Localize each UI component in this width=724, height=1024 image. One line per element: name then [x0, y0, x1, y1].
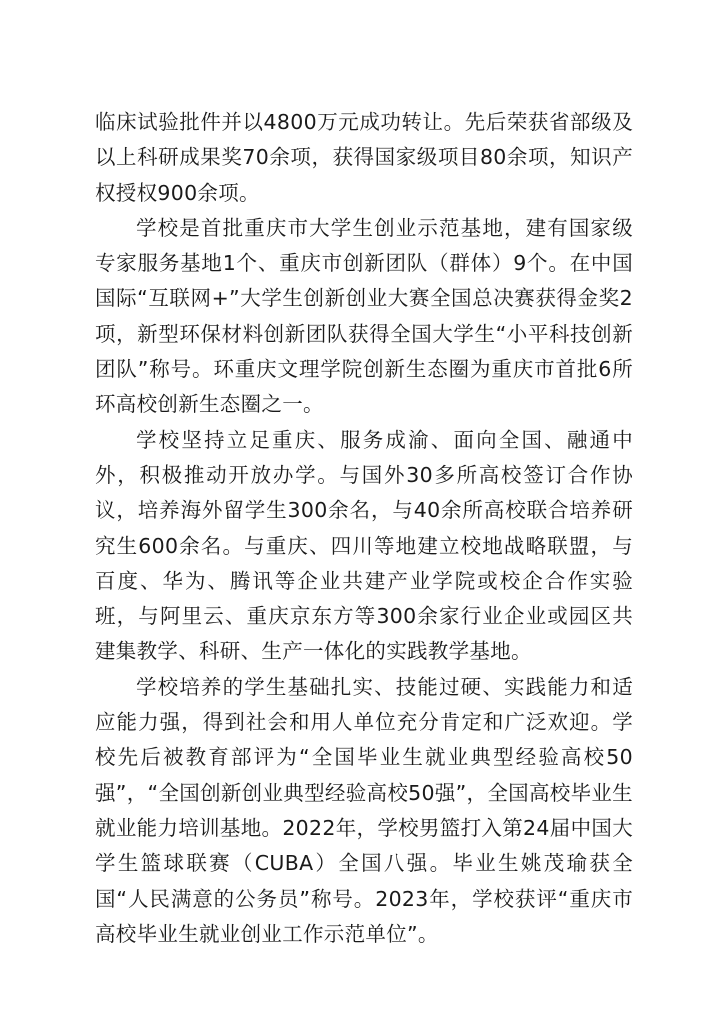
paragraph-student-employment: 学校培养的学生基础扎实、技能过硬、实践能力和适应能力强，得到社会和用人单位充分肯定和广泛欢迎。学校先后被教育部评为“全国毕业生就业典型经验高校50强”，“全国创新创业典型经验高校50强”，全国高校毕业生就业能力培训基地。2022年，学校男篮打入第24届中国大学生篮球联赛（CUBA）全国八强。毕业生姚茂瑜获全国“人民满意的公务员”称号。2023年，学校获评“重庆市高校毕业生就业创业工作示范单位”。	[95, 674, 633, 946]
document-page	[95, 105, 633, 952]
paragraph-innovation-base: 学校是首批重庆市大学生创业示范基地，建有国家级专家服务基地1个、重庆市创新团队（群体）9个。在中国国际“互联网+”大学生创新创业大赛全国总决赛获得金奖2项，新型环保材料创新团队获得全国大学生“小平科技创新团队”称号。环重庆文理学院创新生态圈为重庆市首批6所环高校创新生态圈之一。	[95, 215, 633, 417]
paragraph-research-achievements: 临床试验批件并以4800万元成功转让。先后荣获省部级及以上科研成果奖70余项，获得国家级项目80余项，知识产权授权900余项。	[95, 110, 633, 205]
paragraph-open-cooperation: 学校坚持立足重庆、服务成渝、面向全国、融通中外，积极推动开放办学。与国外30多所高校签订合作协议，培养海外留学生300余名，与40余所高校联合培养研究生600余名。与重庆、四川等地建立校地战略联盟，与百度、华为、腾讯等企业共建产业学院或校企合作实验班，与阿里云、重庆京东方等300余家行业企业或园区共建集教学、科研、生产一体化的实践教学基地。	[95, 427, 633, 664]
